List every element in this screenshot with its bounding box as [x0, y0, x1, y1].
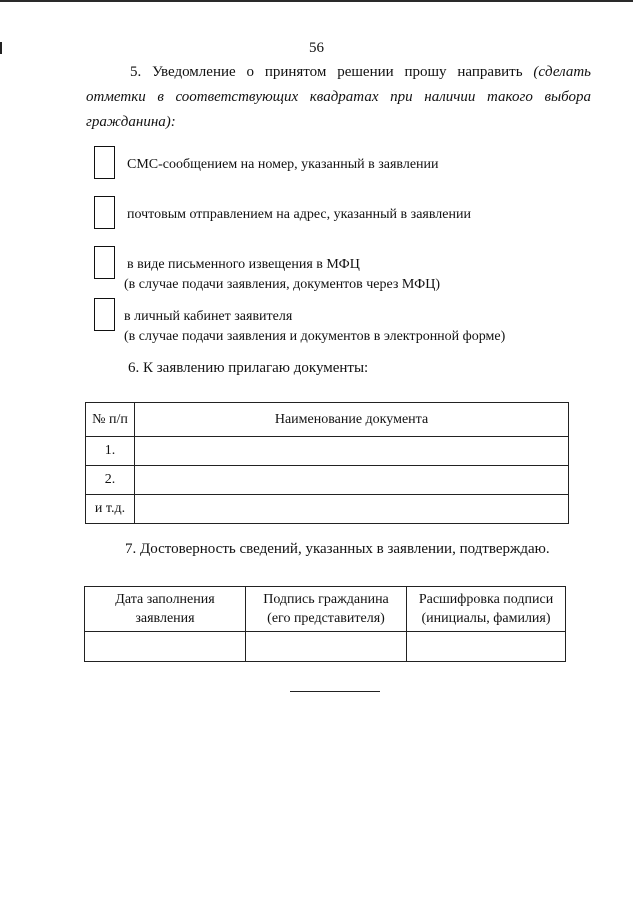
end-divider — [290, 691, 380, 692]
section-5-text: 5. Уведомление о принятом решении прошу направить — [130, 64, 534, 80]
table-row — [86, 466, 569, 495]
header-decoding — [407, 587, 566, 632]
mfc-checkbox[interactable] — [94, 246, 115, 279]
header-date-line1: Дата заполнения — [115, 592, 215, 607]
header-date — [85, 587, 246, 632]
row-document-cell[interactable] — [135, 495, 569, 524]
option-mfc-label: в виде письменного извещения в МФЦ — [127, 257, 360, 272]
post-checkbox[interactable] — [94, 196, 115, 229]
documents-table — [85, 402, 569, 524]
sms-checkbox[interactable] — [94, 146, 115, 179]
header-document-name: Наименование документа — [135, 403, 569, 437]
header-signature-line1: Подпись гражданина — [263, 592, 389, 607]
cabinet-checkbox[interactable] — [94, 298, 115, 331]
header-signature-line2: (его представителя) — [267, 611, 385, 626]
header-signature — [246, 587, 407, 632]
date-cell[interactable] — [85, 632, 246, 662]
header-date-line2: заявления — [135, 611, 195, 626]
row-number: и т.д. — [86, 495, 135, 524]
row-number: 2. — [86, 466, 135, 495]
top-border — [0, 0, 633, 2]
header-decoding-line2: (инициалы, фамилия) — [421, 611, 551, 626]
page-number: 56 — [309, 40, 324, 56]
header-decoding-line1: Расшифровка подписи — [418, 592, 554, 607]
option-cabinet-note: (в случае подачи заявления и документов в электронной форме) — [124, 329, 506, 344]
table-header-row — [86, 403, 569, 437]
section-5-paragraph — [86, 60, 591, 135]
confirmation-input-row — [85, 632, 566, 662]
section-6-title: 6. К заявлению прилагаю документы: — [128, 360, 369, 376]
signature-cell[interactable] — [246, 632, 407, 662]
option-post-label: почтовым отправлением на адрес, указанный в заявлении — [127, 207, 471, 222]
table-row — [86, 437, 569, 466]
confirmation-table — [84, 586, 566, 662]
confirmation-header-row — [85, 587, 566, 632]
header-number: № п/п — [86, 403, 135, 437]
option-mfc-note: (в случае подачи заявления, документов через МФЦ) — [124, 277, 440, 292]
option-sms-label: СМС-сообщением на номер, указанный в заявлении — [127, 157, 439, 172]
table-row — [86, 495, 569, 524]
section-7-title: 7. Достоверность сведений, указанных в заявлении, подтверждаю. — [125, 541, 550, 557]
decoding-cell[interactable] — [407, 632, 566, 662]
row-document-cell[interactable] — [135, 437, 569, 466]
row-number: 1. — [86, 437, 135, 466]
option-cabinet-label: в личный кабинет заявителя — [124, 309, 293, 324]
row-document-cell[interactable] — [135, 466, 569, 495]
section-5-note: (сделать отметки в соответствующих квадратах при наличии такого выбора гражданина): — [86, 64, 591, 130]
